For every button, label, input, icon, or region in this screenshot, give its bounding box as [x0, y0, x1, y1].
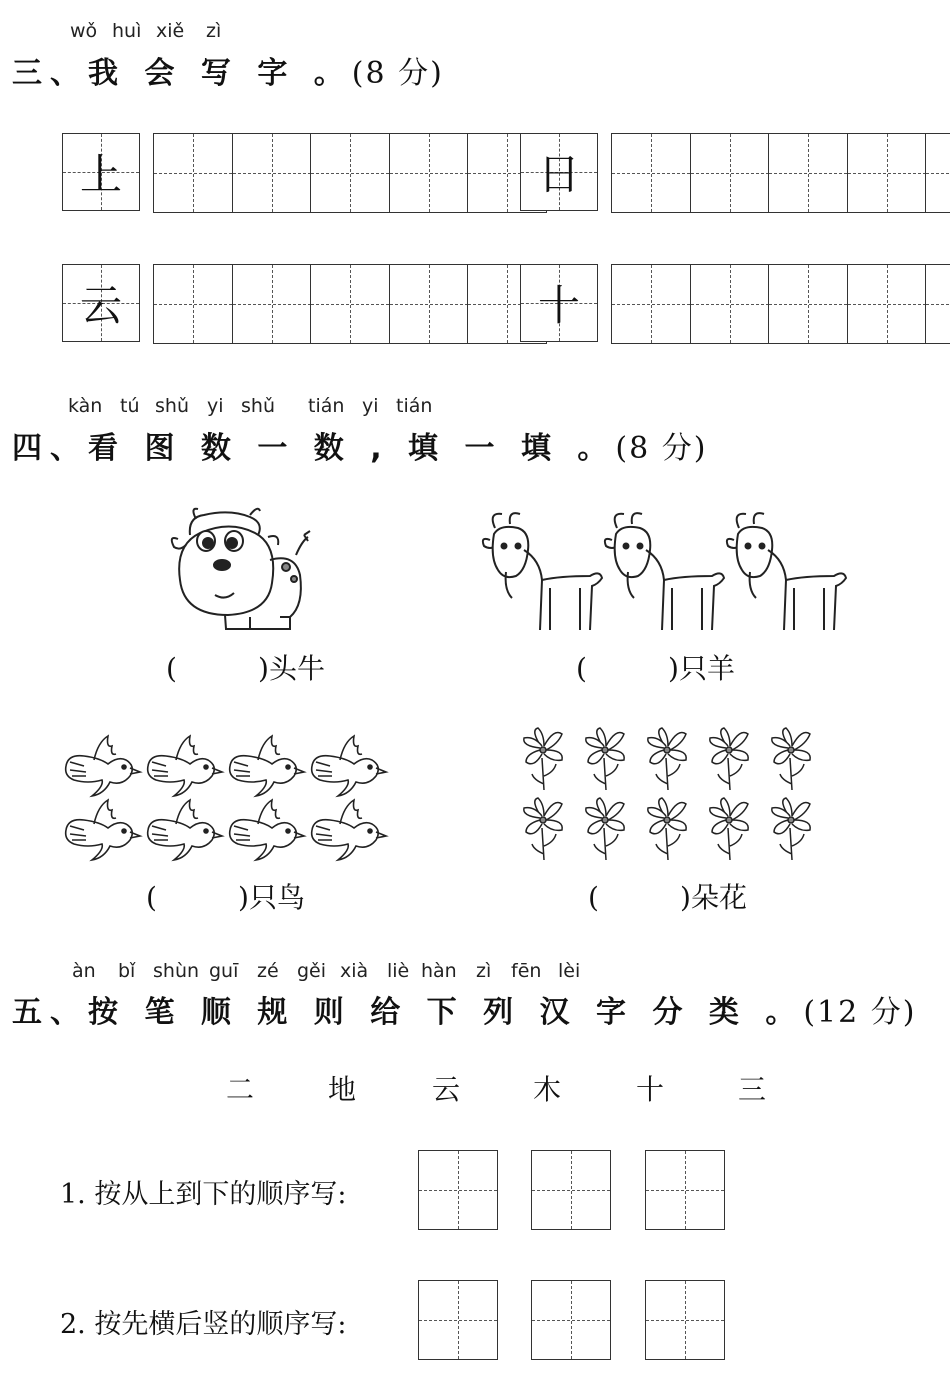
- answer-label: 只羊: [678, 652, 735, 685]
- section5-pinyin: [0, 960, 950, 984]
- pinyin-syllable: guī: [209, 960, 239, 982]
- section3-title: [12, 48, 444, 92]
- section4-title: [12, 423, 707, 467]
- pinyin-syllable: xiě: [156, 20, 185, 42]
- writing-cell[interactable]: [847, 264, 927, 344]
- writing-cell[interactable]: [768, 133, 848, 213]
- pinyin-syllable: bǐ: [118, 960, 136, 982]
- pinyin-syllable: liè: [387, 960, 410, 982]
- answer-line-goat[interactable]: [576, 647, 735, 687]
- writing-cell[interactable]: [611, 264, 691, 344]
- pinyin-syllable: zì: [206, 20, 222, 42]
- model-char-cell: [520, 133, 598, 211]
- paren-close: ): [238, 881, 249, 914]
- question-1-label: 1. 按从上到下的顺序写:: [60, 1179, 347, 1210]
- pinyin-syllable: shǔ: [241, 395, 275, 417]
- answer-line-flower[interactable]: [588, 876, 747, 916]
- pinyin-syllable: xià: [340, 960, 369, 982]
- character-item: 云: [432, 1073, 461, 1106]
- pinyin-syllable: àn: [72, 960, 96, 982]
- writing-cell[interactable]: [690, 133, 770, 213]
- bird-icon: [64, 732, 394, 862]
- pinyin-syllable: gěi: [297, 960, 327, 982]
- writing-row[interactable]: [611, 133, 950, 213]
- model-char: 上: [79, 150, 122, 199]
- paren-close: ): [258, 652, 269, 685]
- model-char-cell: [62, 133, 140, 211]
- answer-cell[interactable]: [645, 1150, 725, 1230]
- model-char-cell: [520, 264, 598, 342]
- character-item: 木: [533, 1073, 562, 1106]
- pinyin-syllable: kàn: [68, 395, 103, 417]
- writing-row[interactable]: [153, 264, 547, 344]
- model-char: 云: [79, 281, 122, 330]
- section5-points: (12 分): [803, 995, 917, 1030]
- section3-points: (8 分): [351, 56, 444, 91]
- pinyin-syllable: lèi: [558, 960, 581, 982]
- writing-cell[interactable]: [389, 133, 469, 213]
- pinyin-syllable: zé: [257, 960, 279, 982]
- paren-open: (: [576, 652, 587, 685]
- character-item: 十: [636, 1073, 665, 1106]
- pinyin-syllable: tián: [396, 395, 433, 417]
- flower-icon: [520, 728, 825, 864]
- question-2-label: 2. 按先横后竖的顺序写:: [60, 1309, 347, 1340]
- writing-cell[interactable]: [925, 133, 950, 213]
- character-list: [0, 1068, 950, 1108]
- writing-row[interactable]: [153, 133, 547, 213]
- writing-cell[interactable]: [310, 133, 390, 213]
- section5-title: [12, 987, 916, 1031]
- answer-label: 头牛: [268, 652, 325, 685]
- writing-cell[interactable]: [925, 264, 950, 344]
- section5-title-text: 五、按 笔 顺 规 则 给 下 列 汉 字 分 类 。: [12, 995, 804, 1030]
- model-char: 十: [537, 281, 580, 330]
- pinyin-syllable: yi: [362, 395, 379, 417]
- answer-cell[interactable]: [418, 1150, 498, 1230]
- answer-cell[interactable]: [645, 1280, 725, 1360]
- character-item: 三: [738, 1073, 767, 1106]
- writing-cell[interactable]: [847, 133, 927, 213]
- model-char-cell: [62, 264, 140, 342]
- answer-cell[interactable]: [531, 1150, 611, 1230]
- writing-cell[interactable]: [389, 264, 469, 344]
- pinyin-syllable: zì: [476, 960, 492, 982]
- answer-label: 朵花: [690, 881, 747, 914]
- writing-cell[interactable]: [153, 133, 233, 213]
- pinyin-syllable: wǒ: [70, 20, 98, 42]
- goat-icon: [480, 510, 850, 635]
- pinyin-syllable: huì: [112, 20, 142, 42]
- paren-open: (: [146, 881, 157, 914]
- paren-open: (: [588, 881, 599, 914]
- answer-label: 只鸟: [248, 881, 305, 914]
- answer-cell[interactable]: [531, 1280, 611, 1360]
- writing-cell[interactable]: [232, 133, 312, 213]
- writing-row[interactable]: [611, 264, 950, 344]
- pinyin-syllable: shùn: [153, 960, 200, 982]
- answer-line-cow[interactable]: [166, 647, 325, 687]
- writing-cell[interactable]: [611, 133, 691, 213]
- character-item: 地: [328, 1073, 357, 1106]
- section4-points: (8 分): [615, 431, 708, 466]
- section3-pinyin: [0, 20, 950, 44]
- writing-cell[interactable]: [310, 264, 390, 344]
- writing-cell[interactable]: [153, 264, 233, 344]
- answer-cell[interactable]: [418, 1280, 498, 1360]
- paren-close: ): [680, 881, 691, 914]
- pinyin-syllable: tián: [308, 395, 345, 417]
- writing-cell[interactable]: [690, 264, 770, 344]
- character-item: 二: [226, 1073, 255, 1106]
- pinyin-syllable: shǔ: [155, 395, 189, 417]
- paren-open: (: [166, 652, 177, 685]
- writing-cell[interactable]: [232, 264, 312, 344]
- pinyin-syllable: fēn: [511, 960, 542, 982]
- pinyin-syllable: hàn: [421, 960, 457, 982]
- answer-line-bird[interactable]: [146, 876, 305, 916]
- writing-cell[interactable]: [768, 264, 848, 344]
- section4-title-text: 四、看 图 数 一 数 , 填 一 填 。: [12, 431, 616, 466]
- pinyin-syllable: tú: [120, 395, 140, 417]
- paren-close: ): [668, 652, 679, 685]
- pinyin-syllable: yi: [207, 395, 224, 417]
- section3-title-text: 三、我 会 写 字 。: [12, 56, 352, 91]
- section4-pinyin: [0, 395, 950, 419]
- model-char: 日: [537, 150, 580, 199]
- cow-icon: [170, 505, 320, 635]
